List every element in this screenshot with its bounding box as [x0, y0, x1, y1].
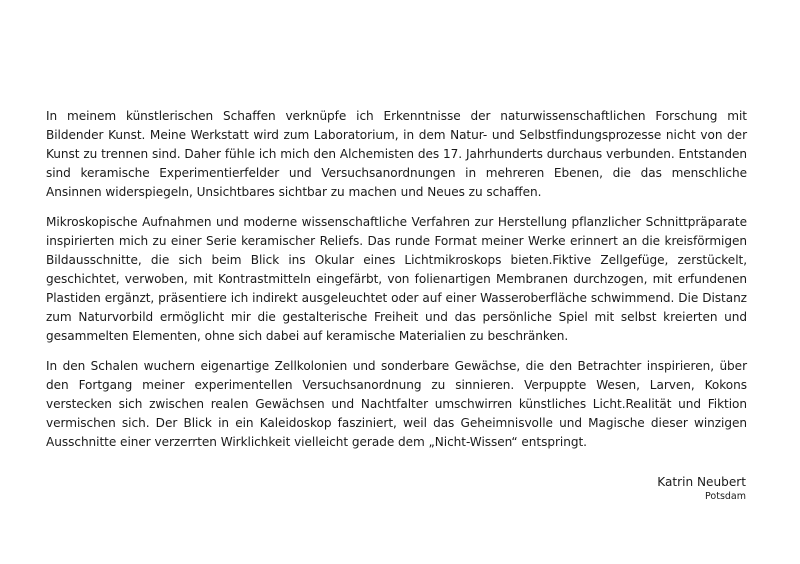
- signature-block: [657, 474, 746, 504]
- author-city: Potsdam: [705, 491, 746, 502]
- paragraph-1: In meinem künstlerischen Schaffen verknüpfe ich Erkenntnisse der naturwissenschaftlichen Forschung mit Bildender Kunst. Meine Werkstatt wird zum Laboratorium, in dem Natur- und Selbstfindungsprozesse nicht von der Kunst zu trennen sind. Daher fühle ich mich den Alchemisten des 17. Jahrhunderts durchaus verbunden. Entstanden sind keramische Experimentierfelder und Versuchsanordnungen in mehreren Ebenen, die das menschliche Ansinnen widerspiegeln, Unsichtbares sichtbar zu machen und Neues zu schaffen.: [46, 109, 747, 199]
- paragraph-3: In den Schalen wuchern eigenartige Zellkolonien und sonderbare Gewächse, die den Betrachter inspirieren, über den Fortgang meiner experimentellen Versuchsanordnung zu sinnieren. Verpuppte Wesen, Larven, Kokons verstecken sich zwischen realen Gewächsen und Nachtfalter umschwirren künstliches Licht.Realität und Fiktion vermischen sich. Der Blick in ein Kaleidoskop fasziniert, weil das Geheimnisvolle und Magische dieser winzigen Ausschnitte einer verzerrten Wirklichkeit vielleicht gerade dem „Nicht-Wissen“ entspringt.: [46, 359, 747, 449]
- artist-statement: [46, 107, 747, 463]
- author-name: Katrin Neubert: [657, 475, 746, 489]
- paragraph-2: Mikroskopische Aufnahmen und moderne wissenschaftliche Verfahren zur Herstellung pflanzlicher Schnittpräparate inspirierten mich zu einer Serie keramischer Reliefs. Das runde Format meiner Werke erinnert an die kreisförmigen Bildausschnitte, die sich beim Blick ins Okular eines Lichtmikroskops bieten.Fiktive Zellgefüge, zerstückelt, geschichtet, verwoben, mit Kontrastmitteln eingefärbt, von folienartigen Membranen durchzogen, mit erfundenen Plastiden ergänzt, präsentiere ich indirekt ausgeleuchtet oder auf einer Wasseroberfläche schwimmend. Die Distanz zum Naturvorbild ermöglicht mir die gestalterische Freiheit und das persönliche Spiel mit selbst kreierten und gesammelten Elementen, ohne sich dabei auf keramische Materialien zu beschränken.: [46, 215, 747, 343]
